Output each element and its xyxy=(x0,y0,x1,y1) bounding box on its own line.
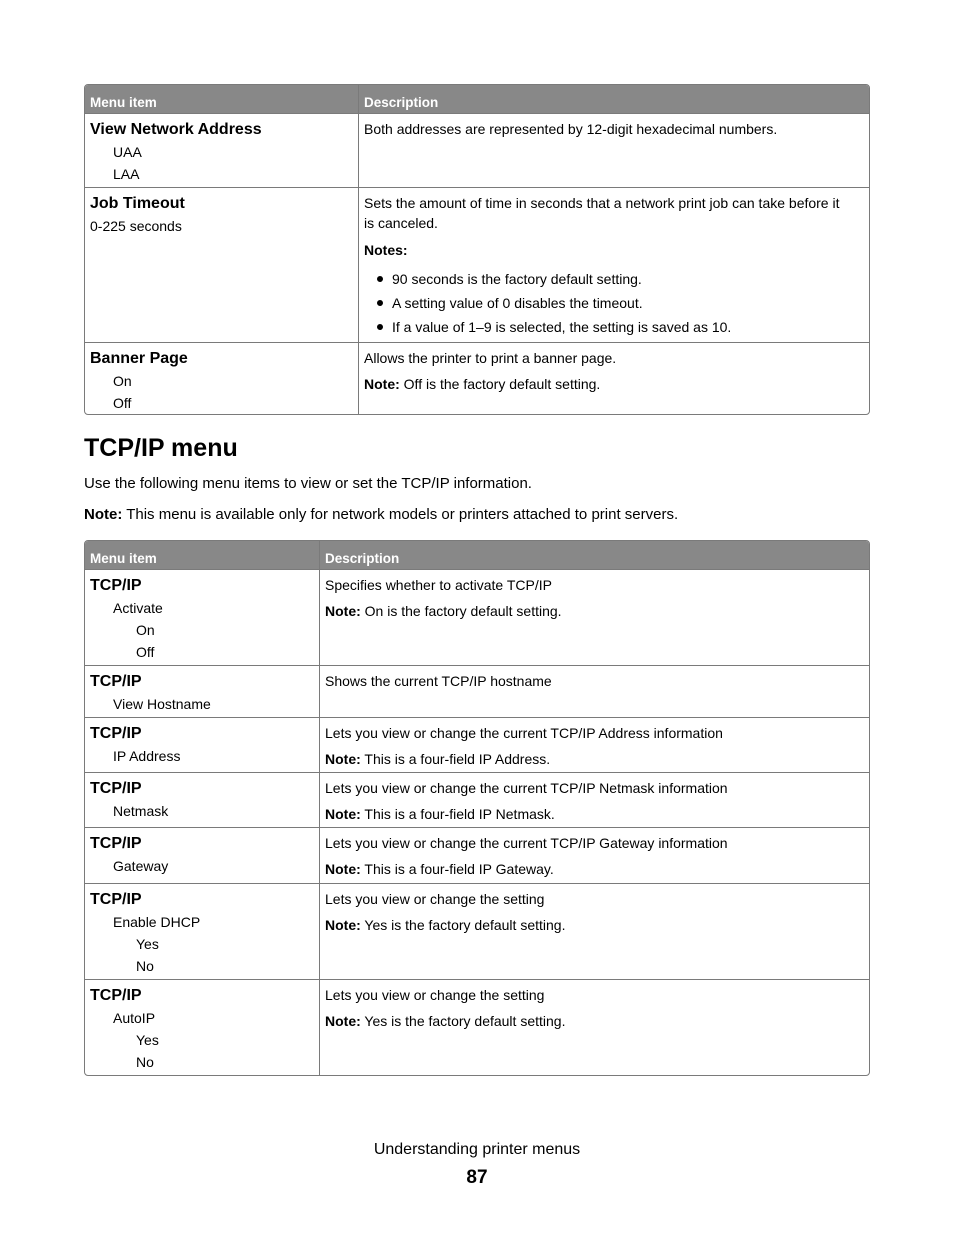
menu-option: UAA xyxy=(113,144,142,160)
header-description: Description xyxy=(325,551,400,566)
menu-value: No xyxy=(136,1054,154,1070)
table-row xyxy=(85,883,869,979)
menu-item-cell xyxy=(85,343,359,414)
menu-value: Off xyxy=(136,644,155,660)
description-text: Lets you view or change the setting xyxy=(325,891,545,907)
menu-option: 0-225 seconds xyxy=(90,218,182,234)
note-text: A setting value of 0 disables the timeout. xyxy=(392,295,643,311)
menu-value: Yes xyxy=(136,1032,159,1048)
menu-option: Activate xyxy=(113,600,163,616)
description-text: Lets you view or change the current TCP/IP Netmask information xyxy=(325,780,728,796)
header-menu-item: Menu item xyxy=(85,541,320,569)
description-cell xyxy=(320,884,869,979)
description-line: Sets the amount of time in seconds that a network print job can take before it xyxy=(364,195,840,211)
note-line xyxy=(325,804,864,824)
menu-option: View Hostname xyxy=(113,696,211,712)
note-label: Note: xyxy=(325,861,361,877)
menu-value: Yes xyxy=(136,936,159,952)
page-number: 87 xyxy=(466,1167,488,1188)
menu-item-cell xyxy=(85,570,320,665)
description-cell xyxy=(359,114,869,187)
description-cell xyxy=(320,666,869,717)
table-row xyxy=(85,772,869,827)
note-text: On is the factory default setting. xyxy=(360,603,562,619)
menu-option: AutoIP xyxy=(113,1010,156,1026)
menu-item-title: TCP/IP xyxy=(90,835,142,852)
list-item xyxy=(364,315,864,339)
description-cell xyxy=(320,980,869,1075)
menu-item-cell xyxy=(85,828,320,883)
note-line xyxy=(325,1011,864,1031)
menu-option: LAA xyxy=(113,166,140,182)
note-label: Note: xyxy=(84,506,123,523)
tcpip-menu-table xyxy=(84,540,870,1076)
bullet-icon xyxy=(377,276,383,282)
footer-title: Understanding printer menus xyxy=(373,1141,581,1158)
note-line xyxy=(325,601,864,621)
menu-option: On xyxy=(113,373,132,389)
description-text: Lets you view or change the current TCP/IP Gateway information xyxy=(325,835,728,851)
description-cell xyxy=(320,828,869,883)
menu-item-title: Job Timeout xyxy=(90,195,185,212)
header-description: Description xyxy=(364,95,439,110)
menu-value: On xyxy=(136,622,155,638)
note-text: 90 seconds is the factory default setting. xyxy=(392,271,642,287)
menu-value: No xyxy=(136,958,154,974)
table-row xyxy=(85,717,869,772)
notes-heading: Notes: xyxy=(364,242,408,258)
note-text: If a value of 1–9 is selected, the setting is saved as 10. xyxy=(392,319,732,335)
bullet-icon xyxy=(377,324,383,330)
list-item xyxy=(364,291,864,315)
note-line xyxy=(364,374,864,394)
menu-option: Off xyxy=(113,395,132,411)
table-header xyxy=(85,541,869,569)
note-text: This menu is available only for network models or printers attached to print servers. xyxy=(122,506,679,523)
description-cell xyxy=(320,570,869,665)
menu-item-title: TCP/IP xyxy=(90,673,142,690)
section-heading: TCP/IP menu xyxy=(84,434,238,462)
note-line xyxy=(325,749,864,769)
table-row xyxy=(85,342,869,414)
description-text: Lets you view or change the setting xyxy=(325,987,545,1003)
table-row xyxy=(85,113,869,187)
table-row xyxy=(85,827,869,883)
note-text: Off is the factory default setting. xyxy=(399,376,601,392)
description-cell xyxy=(359,343,869,414)
note-text: This is a four-field IP Address. xyxy=(360,751,551,767)
menu-item-title: Banner Page xyxy=(90,350,188,367)
intro-note xyxy=(84,505,678,525)
description-cell xyxy=(320,773,869,827)
description-text: Shows the current TCP/IP hostname xyxy=(325,673,552,689)
menu-option: Enable DHCP xyxy=(113,914,201,930)
menu-item-title: TCP/IP xyxy=(90,780,142,797)
table-row xyxy=(85,187,869,342)
table-row xyxy=(85,569,869,665)
menu-item-title: View Network Address xyxy=(90,121,262,138)
bullet-icon xyxy=(377,300,383,306)
note-label: Note: xyxy=(325,806,361,822)
note-label: Note: xyxy=(325,1013,361,1029)
menu-item-cell xyxy=(85,666,320,717)
table-row xyxy=(85,979,869,1075)
menu-item-title: TCP/IP xyxy=(90,577,142,594)
table-row xyxy=(85,665,869,717)
note-label: Note: xyxy=(325,917,361,933)
menu-item-cell xyxy=(85,773,320,827)
note-line xyxy=(325,915,864,935)
header-menu-item: Menu item xyxy=(85,85,359,113)
note-text: Yes is the factory default setting. xyxy=(360,1013,566,1029)
menu-item-cell xyxy=(85,980,320,1075)
menu-item-cell xyxy=(85,188,359,342)
menu-item-title: TCP/IP xyxy=(90,725,142,742)
table-header xyxy=(85,85,869,113)
menu-item-cell xyxy=(85,114,359,187)
notes-list xyxy=(364,267,864,339)
menu-option: Gateway xyxy=(113,858,169,874)
description-text: Allows the printer to print a banner page. xyxy=(364,350,617,366)
note-line xyxy=(325,859,864,879)
description-text xyxy=(364,193,864,233)
note-label: Note: xyxy=(325,603,361,619)
description-text: Lets you view or change the current TCP/IP Address information xyxy=(325,725,723,741)
menu-item-cell xyxy=(85,884,320,979)
menu-option: Netmask xyxy=(113,803,169,819)
description-cell xyxy=(359,188,869,342)
list-item xyxy=(364,267,864,291)
note-label: Note: xyxy=(364,376,400,392)
menu-item-cell xyxy=(85,718,320,772)
description-line: is canceled. xyxy=(364,215,438,231)
menu-option: IP Address xyxy=(113,748,181,764)
intro-text: Use the following menu items to view or set the TCP/IP information. xyxy=(84,475,532,492)
note-label: Note: xyxy=(325,751,361,767)
description-text: Specifies whether to activate TCP/IP xyxy=(325,577,552,593)
network-menu-table xyxy=(84,84,870,415)
description-cell xyxy=(320,718,869,772)
description-text: Both addresses are represented by 12-digit hexadecimal numbers. xyxy=(364,121,778,137)
note-text: This is a four-field IP Netmask. xyxy=(360,806,555,822)
note-text: This is a four-field IP Gateway. xyxy=(360,861,554,877)
menu-item-title: TCP/IP xyxy=(90,987,142,1004)
note-text: Yes is the factory default setting. xyxy=(360,917,566,933)
menu-item-title: TCP/IP xyxy=(90,891,142,908)
